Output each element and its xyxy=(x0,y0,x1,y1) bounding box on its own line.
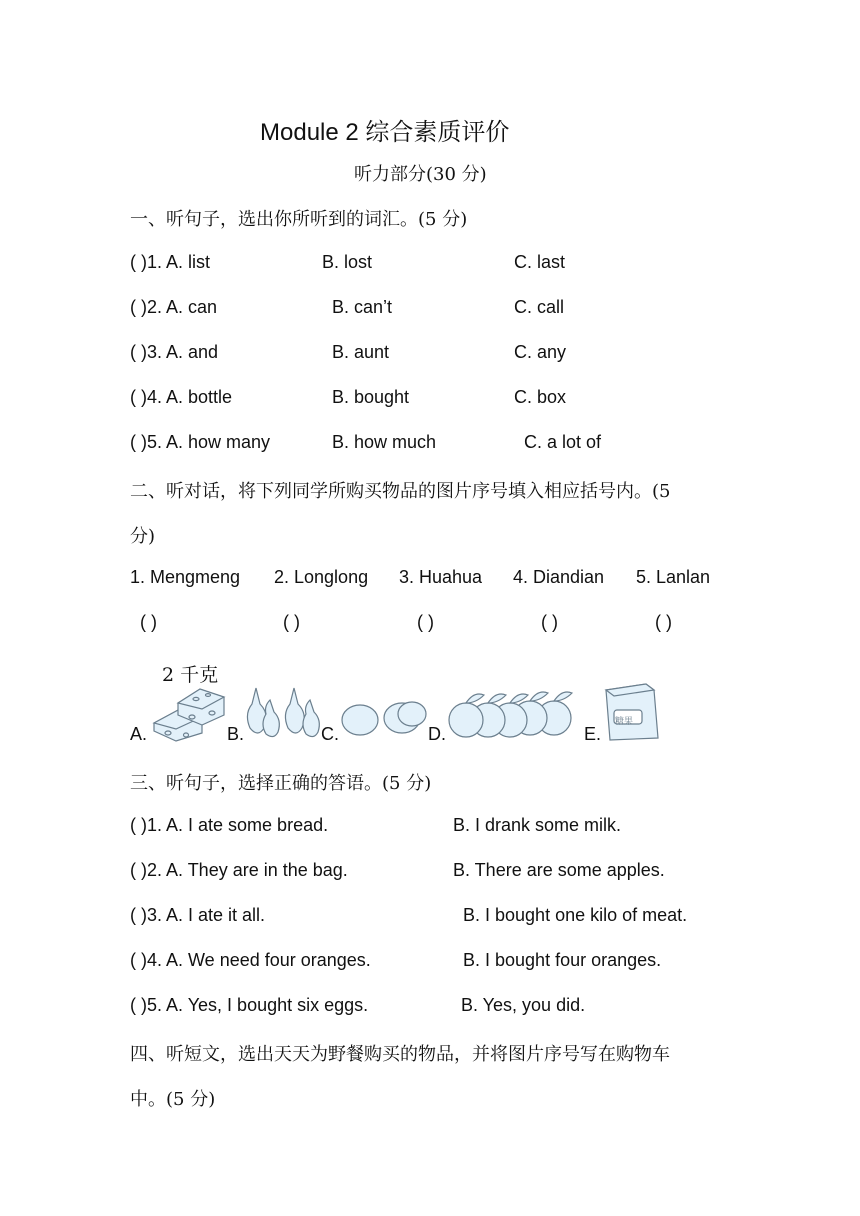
cheese-icon xyxy=(150,683,226,741)
s3-item4-b: B. I bought four oranges. xyxy=(463,950,662,970)
apples-icon xyxy=(446,684,582,740)
s1-item5-c: C. a lot of xyxy=(524,432,602,452)
name-lanlan: 5. Lanlan xyxy=(636,567,711,587)
s3-item3-a: ( )3. A. I ate it all. xyxy=(130,905,266,925)
answer-blank-3[interactable]: ( ) xyxy=(417,612,434,632)
candy-bag-icon xyxy=(600,680,662,742)
section2-heading-line2: 分) xyxy=(130,526,156,547)
s3-item1-a: ( )1. A. I ate some bread. xyxy=(130,815,329,835)
section4-heading-line2: 中。(5 分) xyxy=(130,1089,216,1110)
name-huahua: 3. Huahua xyxy=(399,567,483,587)
name-diandian: 4. Diandian xyxy=(513,567,605,587)
s1-item3-a: ( )3. A. and xyxy=(130,342,219,362)
s1-item2-a: ( )2. A. can xyxy=(130,297,218,317)
s1-item5-b: B. how much xyxy=(332,432,437,452)
s1-item3-b: B. aunt xyxy=(332,342,390,362)
option-d-label: D. xyxy=(428,724,446,744)
option-e-label: E. xyxy=(584,724,602,744)
s3-item5-a: ( )5. A. Yes, I bought six eggs. xyxy=(130,995,369,1015)
s1-item1-b: B. lost xyxy=(322,252,373,272)
section2-heading-line1: 二、听对话，将下列同学所购买物品的图片序号填入相应括号内。(5 xyxy=(130,481,671,502)
eggs-icon xyxy=(340,696,430,738)
s1-item4-c: C. box xyxy=(514,387,567,407)
page-title: Module 2 综合素质评价 xyxy=(260,119,510,146)
name-mengmeng: 1. Mengmeng xyxy=(130,567,241,587)
listening-header: 听力部分(30 分) xyxy=(354,164,487,185)
pears-icon xyxy=(244,686,326,738)
s3-item1-b: B. I drank some milk. xyxy=(453,815,622,835)
answer-blank-4[interactable]: ( ) xyxy=(541,612,558,632)
answer-blank-2[interactable]: ( ) xyxy=(283,612,300,632)
s1-item4-a: ( )4. A. bottle xyxy=(130,387,233,407)
s1-item3-c: C. any xyxy=(514,342,567,362)
option-c-label: C. xyxy=(321,724,339,744)
s1-item2-b: B. can’t xyxy=(332,297,393,317)
cheese-weight-label: 2 千克 xyxy=(162,664,219,686)
s3-item3-b: B. I bought one kilo of meat. xyxy=(463,905,688,925)
s3-item4-a: ( )4. A. We need four oranges. xyxy=(130,950,371,970)
name-longlong: 2. Longlong xyxy=(274,567,369,587)
s1-item1-c: C. last xyxy=(514,252,566,272)
s3-item5-b: B. Yes, you did. xyxy=(461,995,586,1015)
answer-blank-5[interactable]: ( ) xyxy=(655,612,672,632)
section1-heading: 一、听句子，选出你所听到的词汇。(5 分) xyxy=(130,209,468,230)
section4-heading-line1: 四、听短文，选出天天为野餐购买的物品，并将图片序号写在购物车 xyxy=(130,1044,670,1065)
candy-bag-label: 糖果 xyxy=(615,717,634,727)
answer-blank-1[interactable]: ( ) xyxy=(140,612,157,632)
s3-item2-a: ( )2. A. They are in the bag. xyxy=(130,860,348,880)
s1-item1-a: ( )1. A. list xyxy=(130,252,211,272)
option-b-label: B. xyxy=(227,724,245,744)
s1-item2-c: C. call xyxy=(514,297,565,317)
s3-item2-b: B. There are some apples. xyxy=(453,860,665,880)
s1-item5-a: ( )5. A. how many xyxy=(130,432,271,452)
section3-heading: 三、听句子，选择正确的答语。(5 分) xyxy=(130,773,432,794)
option-a-label: A. xyxy=(130,724,148,744)
s1-item4-b: B. bought xyxy=(332,387,410,407)
